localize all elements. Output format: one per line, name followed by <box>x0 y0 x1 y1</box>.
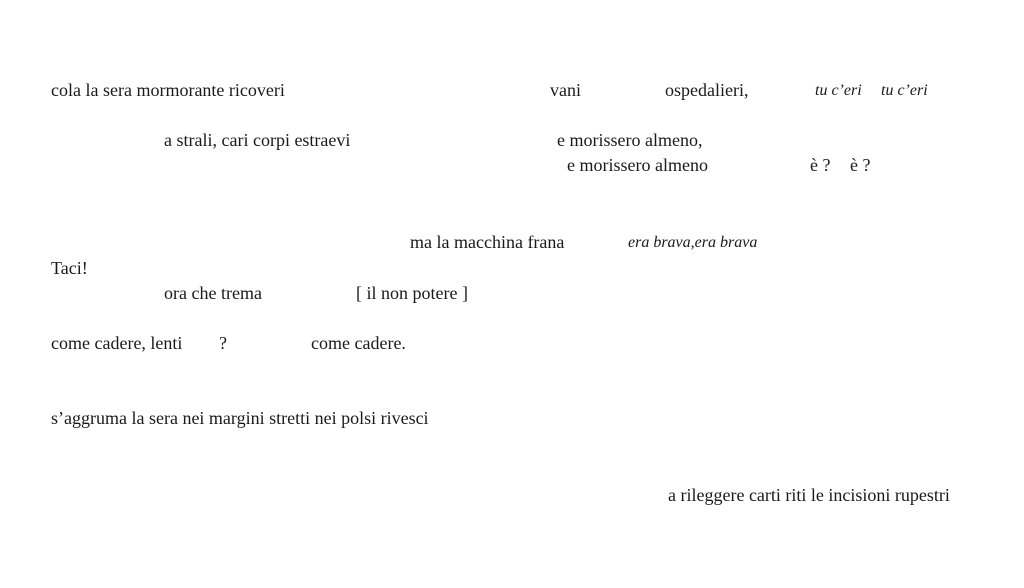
poem-line-8: s’aggruma la sera nei margini stretti nei polsi rivesci <box>51 408 429 428</box>
poem-line-1-fragment-3: ospedalieri, <box>665 80 749 100</box>
poem-line-7-fragment-1: come cadere, lenti <box>51 333 183 353</box>
poem-line-2-fragment-2: e morissero almeno, <box>557 130 703 150</box>
poem-line-1-italic-2: tu c’eri <box>881 82 928 99</box>
poem-line-6-fragment-2: [ il non potere ] <box>356 283 468 303</box>
poem-line-3-fragment-3: è ? <box>850 155 871 175</box>
poem-line-3-fragment-2: è ? <box>810 155 831 175</box>
poem-line-7-fragment-2: ? <box>219 333 227 353</box>
poem-line-1-italic-1: tu c’eri <box>815 82 862 99</box>
poem-line-4-fragment-1: ma la macchina frana <box>410 232 565 252</box>
poem-line-1-fragment-2: vani <box>550 80 581 100</box>
poem-line-9: a rileggere carti riti le incisioni rupestri <box>668 485 950 505</box>
poem-line-7-fragment-3: come cadere. <box>311 333 406 353</box>
poem-line-4-italic: era brava,era brava <box>628 234 758 251</box>
poem-line-1-fragment-1: cola la sera mormorante ricoveri <box>51 80 285 100</box>
poem-line-2-fragment-1: a strali, cari corpi estraevi <box>164 130 351 150</box>
poem-line-3-fragment-1: e morissero almeno <box>567 155 708 175</box>
poem-line-5: Taci! <box>51 258 88 278</box>
poem-line-6-fragment-1: ora che trema <box>164 283 262 303</box>
